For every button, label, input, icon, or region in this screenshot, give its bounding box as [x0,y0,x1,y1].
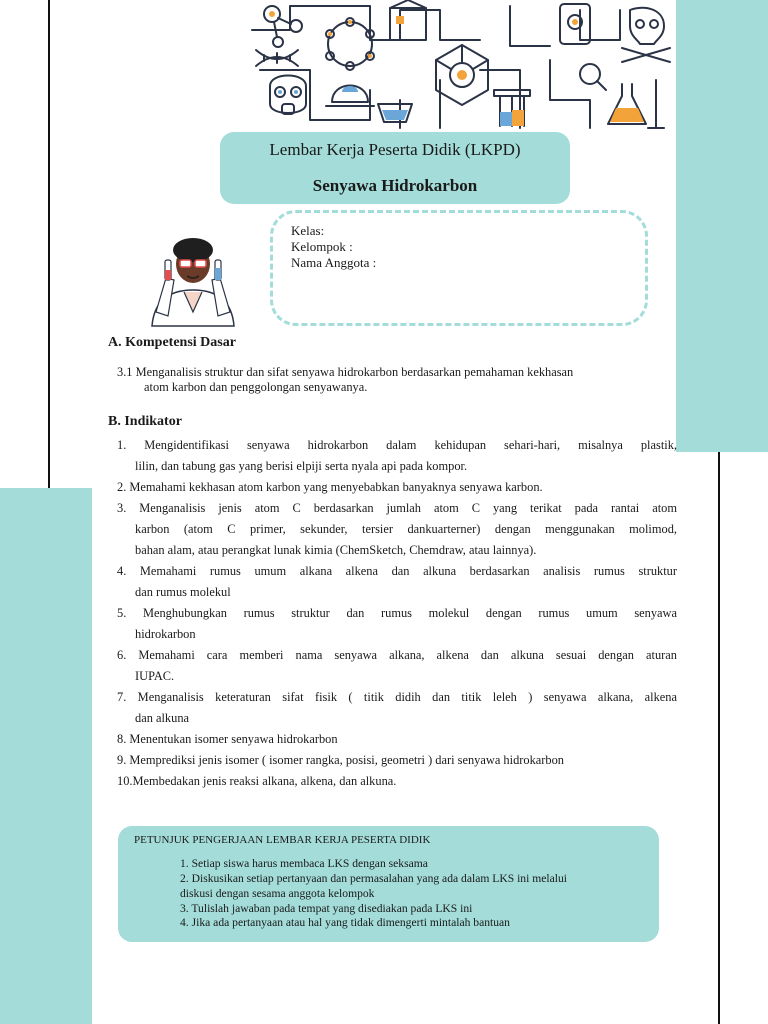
indikator-item-3: 3. Menganalisis jenis atom C berdasarkan jumlah atom C yang terikat pada rantai atom [117,501,677,515]
indikator-item-3-cont-1: karbon (atom C primer, sekunder, tersier dankuarterner) dengan menggunakan molimod, [135,522,677,536]
petunjuk-item-2-cont: diskusi dengan sesama anggota kelompok [180,887,375,900]
kompetensi-line-2: atom karbon dan penggolongan senyawanya. [144,380,368,394]
indikator-item-10: 10.Membedakan jenis reaksi alkana, alkena, dan alkuna. [117,774,397,788]
gas-mask-icon [270,76,306,115]
petunjuk-item-1: 1. Setiap siswa harus membaca LKS dengan seksama [180,857,428,870]
nama-anggota-label: Nama Anggota : [291,255,377,270]
indikator-item-1-cont: lilin, dan tabung gas yang berisi elpiji serta nyala api pada kompor. [135,459,468,473]
skull-crossbones-icon [622,8,670,62]
kelompok-label: Kelompok : [291,239,353,254]
student-info-box [270,210,648,326]
petunjuk-item-2: 2. Diskusikan setiap pertanyaan dan permasalahan yang ada dalam LKS ini melalui [180,872,567,885]
indikator-item-9: 9. Memprediksi jenis isomer ( isomer rangka, posisi, geometri ) dari senyawa hidrokarbon [117,753,564,767]
indikator-item-1: 1. Mengidentifikasi senyawa hidrokarbon dalam kehidupan sehari-hari, misalnya plastik, [117,438,677,452]
petunjuk-item-4: 4. Jika ada pertanyaan atau hal yang tidak dimengerti mintalah bantuan [180,916,510,929]
indikator-item-6-cont: IUPAC. [135,669,175,683]
indikator-item-5-cont: hidrokarbon [135,627,196,641]
indikator-item-7-cont: dan alkuna [135,711,190,725]
petunjuk-item-3: 3. Tulislah jawaban pada tempat yang disediakan pada LKS ini [180,902,473,915]
decor-teal-right [676,0,768,452]
petunjuk-box [118,826,659,942]
indikator-item-2: 2. Memahami kekhasan atom karbon yang menyebabkan banyaknya senyawa karbon. [117,480,543,494]
indikator-item-5: 5. Menghubungkan rumus struktur dan rumus molekul dengan rumus umum senyawa [117,606,677,620]
indikator-item-6: 6. Memahami cara memberi nama senyawa alkana, alkena dan alkuna sesuai dengan aturan [117,648,677,662]
indikator-heading: B. Indikator [108,414,182,429]
document-subtitle: Senyawa Hidrokarbon [312,176,478,195]
kelas-label: Kelas: [291,223,325,238]
kompetensi-heading: A. Kompetensi Dasar [108,335,236,350]
indikator-item-4-cont: dan rumus molekul [135,585,231,599]
kompetensi-line-1: 3.1 Menganalisis struktur dan sifat senyawa hidrokarbon berdasarkan pemahaman kekhasan [117,365,574,379]
document-title: Lembar Kerja Peserta Didik (LKPD) [269,140,521,159]
science-header-illustration [250,0,674,132]
title-box [220,132,570,204]
indikator-item-4: 4. Memahami rumus umum alkana alkena dan alkuna berdasarkan analisis rumus struktur [117,564,677,578]
indikator-item-7: 7. Menganalisis keteraturan sifat fisik ( titik didih dan titik leleh ) senyawa alkana, alkena [117,690,677,704]
petunjuk-title: PETUNJUK PENGERJAAN LEMBAR KERJA PESERTA DIDIK [134,834,431,846]
dna-icon [256,50,298,66]
indikator-item-3-cont-2: bahan alam, atau perangkat lunak kimia (ChemSketch, Chemdraw, atau lainnya). [135,543,537,557]
decor-teal-left [0,488,92,1024]
scientist-illustration [132,232,254,328]
indikator-item-8: 8. Menentukan isomer senyawa hidrokarbon [117,732,338,746]
